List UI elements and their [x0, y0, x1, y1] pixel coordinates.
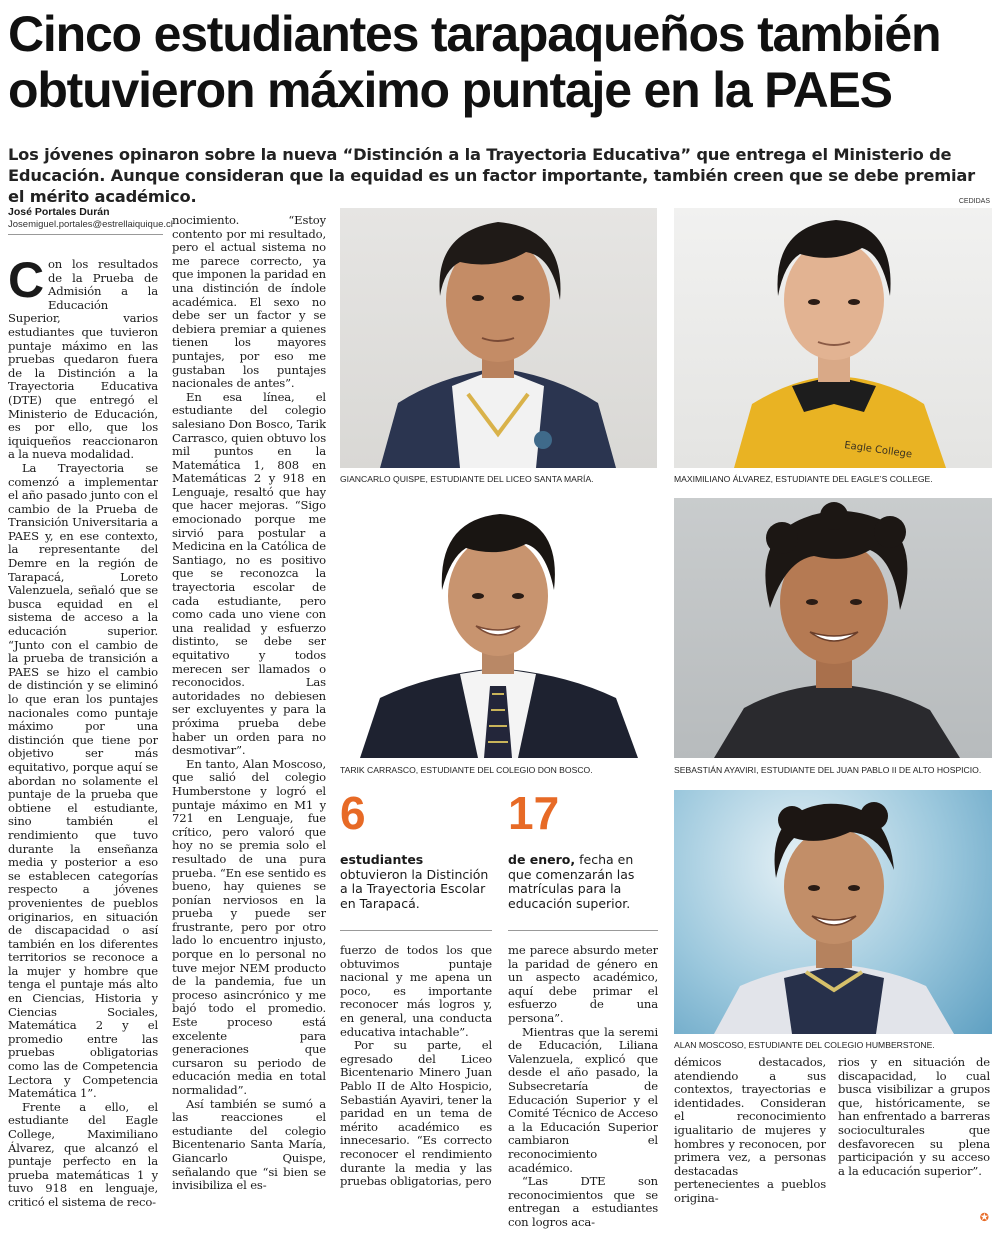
headline [8, 6, 993, 118]
fact-number-6: 6 [340, 787, 366, 839]
fact-divider-1 [340, 930, 492, 931]
photo-alan-moscoso [674, 790, 992, 1034]
headline-line-1: Cinco estudiantes tarapaqueños también [8, 6, 941, 62]
byline-divider [8, 234, 163, 235]
photo-tarik-carrasco [340, 498, 657, 758]
photo-sebastian-ayaviri [674, 498, 992, 758]
fact-text-6: estudiantes obtuvieron la Distinción a la Trayectoria Escolar en Tarapacá. [340, 852, 489, 911]
drop-cap: C [8, 258, 44, 308]
photo-giancarlo-quispe [340, 208, 657, 468]
end-of-article-icon: ✪ [979, 1211, 989, 1224]
shirt-logo-text: Eagle College [843, 440, 913, 461]
portrait-tarik [340, 498, 657, 758]
article-column-5 [674, 1056, 826, 1231]
column-4-paragraph-1: me parece absurdo meter la paridad de género en un aspecto académico, aquí debe primar el esfuerzo de una persona”. [508, 944, 658, 1025]
photo-credit: CEDIDAS [958, 198, 990, 205]
portrait-maximiliano [674, 208, 992, 468]
column-4-paragraph-3: “Las DTE son reconocimientos que se entregan a estudiantes con logros aca- [508, 1174, 658, 1229]
caption-giancarlo: GIANCARLO QUISPE, ESTUDIANTE DEL LICEO SANTA MARÍA. [340, 474, 594, 484]
author-name: José Portales Durán [8, 206, 110, 218]
column-1-paragraph-2: La Trayectoria se comenzó a implementar el año pasado junto con el cambio de la Prueba de Transición Universitaria a PAES y, en ese contexto, la representante del Demre en la región de Tarapacá, Loreto Valenzuela, señaló que se busca equidad en el sistema de acceso a la educación superior. “Junto con el cambio de la prueba de transición a PAES se hizo el cambio de distinción y se eliminó lo que eran los puntajes nacionales como puntaje máximo por una distinción que tiene por objetivo ser más equitativo, porque aquí se abordan no solamente el puntaje de la prueba que obtiene el estudiante, sino también el rendimiento que tuvo durante la enseñanza media y posterior a eso se establecen categorías respecto a jóvenes provenientes de pueblos originarios, en situación de discapacidad o así también en los diferentes territorios se reconoce a la mujer y hombre que tenga el puntaje más alto en Ciencias, Historia y Ciencias Sociales, Matemática 2 y el promedio entre las pruebas obligatorias como las de Competencia Lectora y Competencia Matemática 1”. [8, 460, 158, 1101]
portrait-sebastian [674, 498, 992, 758]
author-email: Josemiguel.portales@estrellaiquique.cl [8, 219, 173, 230]
byline [8, 205, 173, 231]
column-2-paragraph-2: En esa línea, el estudiante del colegio salesiano Don Bosco, Tarik Carrasco, quien obtuvo los mil puntos en la Matemática 1, 808 en Matemáticas 2 y 918 en Lenguaje, resaltó que hay que hacer mejoras. “Sigo emocionado porque me sirvió para postular a Medicina en la Católica de Santiago, no es positivo que se reconozca la trayectoria escolar de cada estudiante, pero como cada uno viene con una realidad y esfuerzo distinto, se debe ser equitativo y todos merecen ser llamados o reconocidos. Las autoridades no debiesen ser excluyentes y para la próxima prueba debe haber un orden para no desmotivar”. [172, 389, 326, 758]
deck-summary: Los jóvenes opinaron sobre la nueva “Distinción a la Trayectoria Educativa” que entrega el Ministerio de Educación. Aunque consideran que la equidad es un factor importante, también creen que se debe premiar el mérito académico. [8, 145, 975, 206]
caption-alan: ALAN MOSCOSO, ESTUDIANTE DEL COLEGIO HUMBERSTONE. [674, 1040, 935, 1050]
fact-divider-2 [508, 930, 658, 931]
portrait-giancarlo [340, 208, 657, 468]
column-2-paragraph-1: nocimiento. “Estoy contento por mi resultado, pero el actual sistema no me parece correcto, ya que imponen la paridad en una distinción de índole académica. El sexo no debe ser un factor y se debiera premiar a quienes tienen los mayores puntajes, por eso me gustaban los puntajes nacionales de antes”. [172, 214, 326, 391]
photo-maximiliano-alvarez [674, 208, 992, 468]
column-1-paragraph-1: Con los resultados de la Prueba de Admisión a la Educación Superior, varios estudiantes que tuvieron puntaje máximo en las pruebas quedaron fuera de la Distinción a la Trayectoria Educativa (DTE) que entregó el Ministerio de Educación, es por ello, que los iquiqueños reaccionaron a la nueva modalidad. [8, 258, 158, 462]
column-2-paragraph-4: Así también se sumó a las reacciones el estudiante del colegio Bicentenario Santa María, Giancarlo Quispe, señalando que “si bien se invisibiliza el es- [172, 1096, 326, 1193]
caption-tarik: TARIK CARRASCO, ESTUDIANTE DEL COLEGIO DON BOSCO. [340, 765, 593, 775]
headline-line-2: obtuvieron máximo puntaje en la PAES [8, 62, 892, 118]
article-column-1 [8, 258, 158, 1223]
column-4-paragraph-2: Mientras que la seremi de Educación, Liliana Valenzuela, explicó que desde el año pasado, la Subsecretaría de Educación Superior y el Comité Técnico de Acceso a la Educación Superior cambiaron el reconocimiento académico. [508, 1024, 658, 1175]
article-column-2 [172, 214, 326, 1224]
column-3-paragraph-2: Por su parte, el egresado del Liceo Bicentenario Minero Juan Pablo II de Alto Hospicio, Sebastián Ayaviri, tener la paridad en un tema de mérito académico es innecesario. “Es correcto reconocer el rendimiento durante la media y las pruebas obligatorias, pero [340, 1038, 492, 1189]
article-column-3 [340, 944, 492, 1229]
column-5-paragraph-1: démicos destacados, atendiendo a sus contextos, trayectorias e identidades. Consideran el reconocimiento igualitario de mujeres y hombres y reconocen, por primera vez, a personas destacadas pertenecientes a pueblos origina- [674, 1056, 826, 1205]
article-column-4 [508, 944, 658, 1229]
article-column-6 [838, 1056, 990, 1231]
fact-number-17: 17 [508, 787, 560, 839]
column-3-paragraph-1: fuerzo de todos los que obtuvimos puntaje nacional y me apena un poco, es importante reconocer más logros y, en general, una conducta educativa intachable”. [340, 944, 492, 1039]
caption-maximiliano: MAXIMILIANO ÁLVAREZ, ESTUDIANTE DEL EAGLE’S COLLEGE. [674, 474, 933, 484]
caption-sebastian: SEBASTIÁN AYAVIRI, ESTUDIANTE DEL JUAN PABLO II DE ALTO HOSPICIO. [674, 765, 982, 775]
column-6-paragraph-1: rios y en situación de discapacidad, lo cual busca visibilizar a grupos que, históricamente, se han enfrentado a barreras socioculturales que desfavorecen su plena participación y su acceso a la educación superior”. [838, 1056, 990, 1178]
column-1-paragraph-3: Frente a ello, el estudiante del Eagle College, Maximiliano Álvarez, que alcanzó el puntaje perfecto en la prueba matemáticas 1 y tuvo 918 en lenguaje, criticó el sistema de reco- [8, 1099, 158, 1209]
fact-text-17: de enero, fecha en que comenzarán las matrículas para la educación superior. [508, 852, 635, 911]
column-2-paragraph-3: En tanto, Alan Moscoso, que salió del colegio Humberstone y logró el puntaje máximo en M1 y 721 en Lenguaje, fue crítico, pero valoró que hoy no se premia solo el resultado de una pura prueba. “En ese sentido es bueno, hay quienes se ponían nerviosos en la prueba y puede ser frustrante, pero por otro lado lo encuentro injusto, porque en lo personal no tuve mejor NEM producto de la pandemia, fue un proceso asincrónico y me bajó todo el promedio. Este proceso está excelente para generaciones que cursaron su periodo de educación media en total normalidad”. [172, 756, 326, 1097]
portrait-alan [674, 790, 992, 1034]
